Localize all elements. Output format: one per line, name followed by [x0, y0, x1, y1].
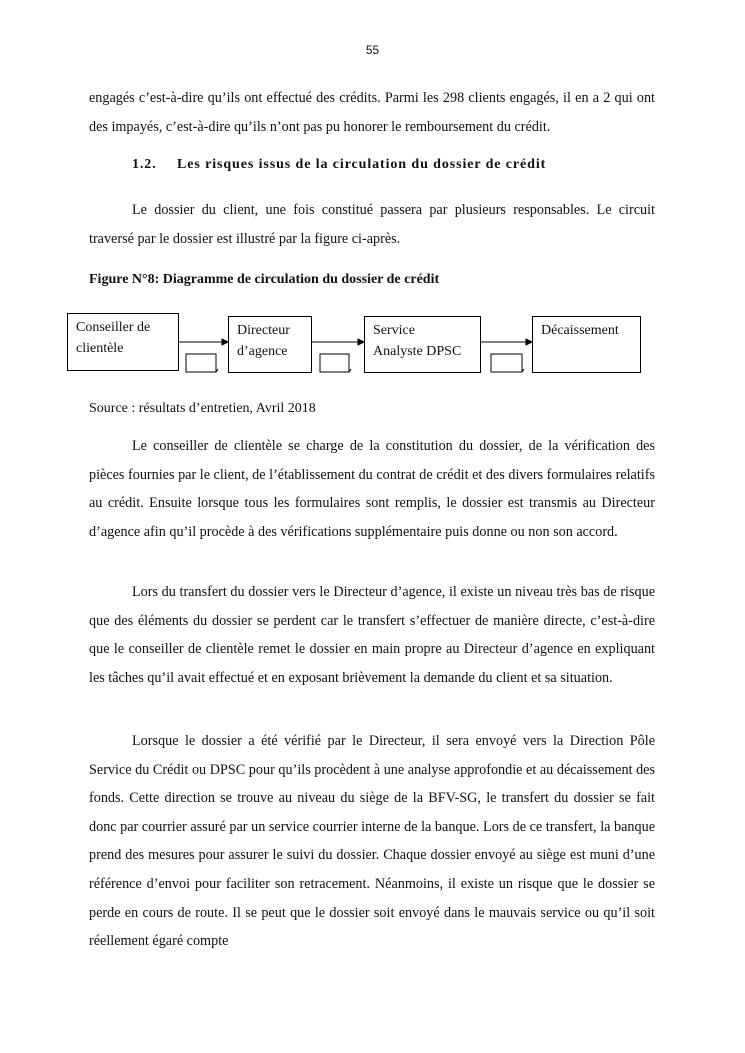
figure-source: Source : résultats d’entretien, Avril 2018: [89, 401, 316, 416]
paragraph-3: Lorsque le dossier a été vérifié par le Directeur, il sera envoyé vers la Direction Pôle Service du Crédit ou DPSC pour qu’ils procèdent à une analyse approfondie et au décaissement des fonds. Cette direction se trouve au niveau du siège de la BFV-SG, le transfert du dossier se fait donc par courrier assuré par un service courrier interne de la banque. Lors de ce transfert, la banque prend des mesures pour assurer le suivi du dossier. Chaque dossier envoyé au siège est muni d’une référence d’envoi pour faciliter son retracement. Néanmoins, il existe un risque que le dossier se perde en cours de route. Il se peut que le dossier soit envoyé dans le mauvais service ou qu’il soit réellement égaré compte: [89, 733, 655, 950]
connector-box: [320, 354, 349, 372]
node-label: Conseiller de: [76, 320, 151, 335]
figure-caption: Figure N°8: Diagramme de circulation du dossier de crédit: [89, 272, 440, 287]
paragraph-1: Le conseiller de clientèle se charge de la constitution du dossier, de la vérification des pièces fournies par le client, de l’établissement du contrat de crédit et des divers formulaires relatifs au crédit. Ensuite lorsque tous les formulaires sont remplis, le dossier est transmis au Directeur d’agence afin qu’il procède à des vérifications supplémentaire puis donne ou non son accord.: [89, 438, 655, 540]
paragraph-section-intro: Le dossier du client, une fois constitué passera par plusieurs responsables. Le circuit traversé par le dossier est illustré par la figure ci-après.: [89, 202, 655, 247]
flow-node-decaissement: [532, 316, 641, 373]
page-number: 55: [365, 43, 380, 57]
paragraph-intro: engagés c’est-à-dire qu’ils ont effectué des crédits. Parmi les 298 clients engagés, il en a 2 qui ont des impayés, c’est-à-dire qu’ils n’ont pas pu honorer le remboursement du crédit.: [89, 90, 655, 135]
node-label: Directeur: [237, 323, 290, 338]
section-heading: [132, 153, 546, 177]
connector-box: [186, 354, 216, 372]
flow-node-service-analyste: [364, 316, 481, 373]
node-label: d’agence: [237, 344, 288, 359]
section-title: Les risques issus de la circulation du dossier de crédit: [177, 157, 547, 172]
node-label: Analyste DPSC: [373, 344, 462, 359]
flow-node-directeur: [228, 316, 312, 373]
paragraph-2: Lors du transfert du dossier vers le Directeur d’agence, il existe un niveau très bas de risque que des éléments du dossier se perdent car le transfert s’effectuer de manière directe, c’est-à-dire que le conseiller de clientèle remet le dossier en main propre au Directeur d’agence en expliquant les tâches qu’il avait effectué et en exposant brièvement la demande du client et sa situation.: [89, 584, 655, 686]
connector-box: [491, 354, 522, 372]
node-label: clientèle: [76, 341, 124, 356]
section-number: 1.2.: [132, 157, 157, 172]
node-label: Service: [373, 323, 415, 338]
node-label: Décaissement: [541, 323, 619, 338]
flow-node-conseiller: [67, 313, 179, 371]
